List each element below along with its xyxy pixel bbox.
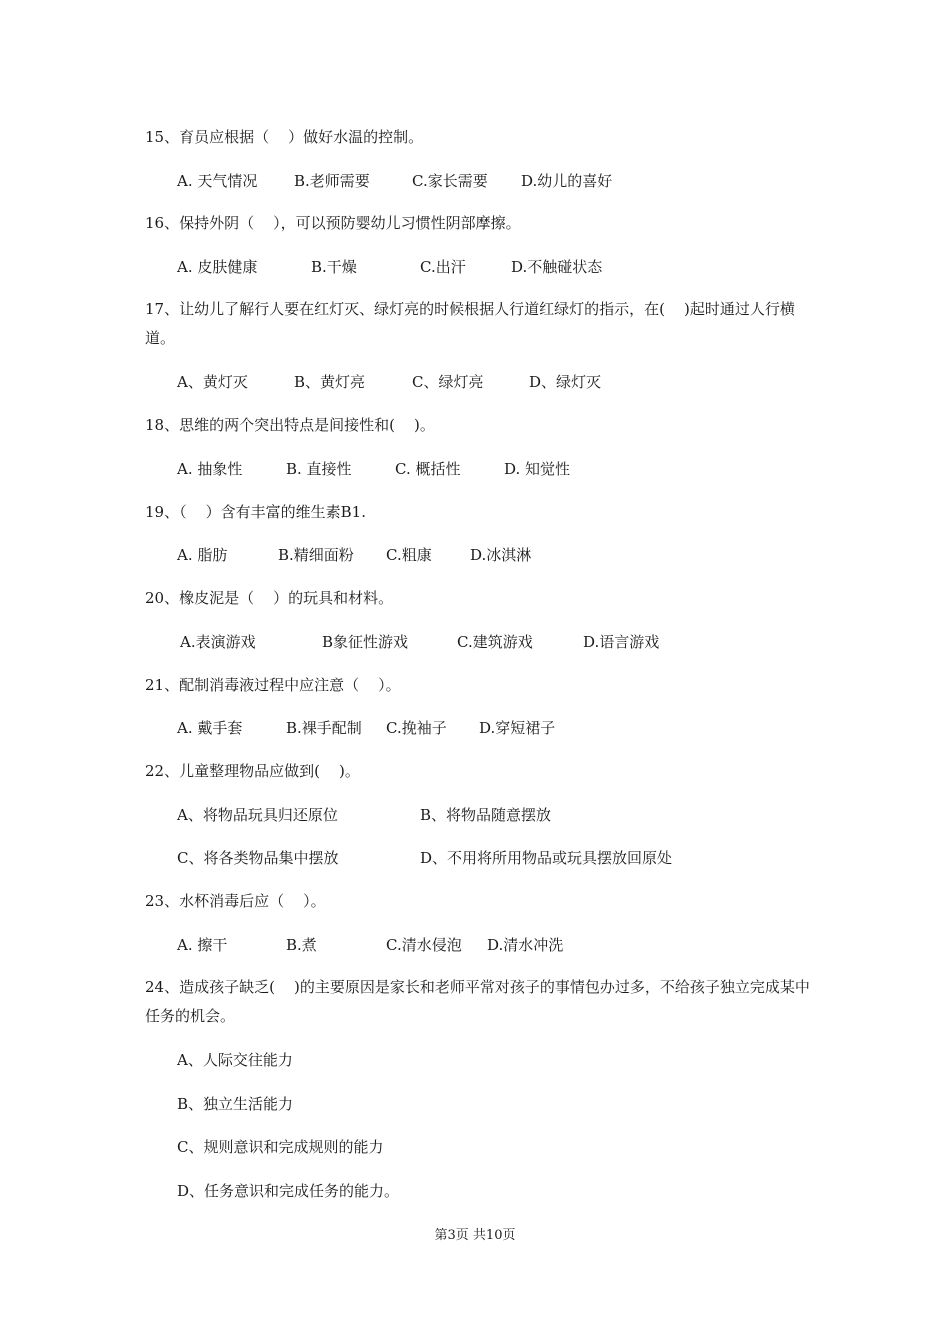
q24-option-a: A、人际交往能力 [177, 1051, 293, 1069]
q20-option-a: A.表演游戏 [180, 633, 256, 651]
q17-option-b: B、黄灯亮 [294, 373, 366, 391]
q20-option-b: B象征性游戏 [322, 633, 409, 651]
q17-option-a: A、黄灯灭 [177, 373, 248, 391]
q21-option-a: A. 戴手套 [177, 719, 243, 737]
q21-option-d: D.穿短裙子 [479, 719, 556, 737]
q23-option-d: D.清水冲洗 [487, 936, 564, 954]
question-15: 15、育员应根据（ ）做好水温的控制。 [145, 128, 424, 146]
q23-option-c: C.清水侵泡 [386, 936, 462, 954]
q19-option-d: D.冰淇淋 [470, 546, 532, 564]
question-20: 20、橡皮泥是（ ）的玩具和材料。 [145, 589, 394, 607]
q21-option-c: C.挽袖子 [386, 719, 447, 737]
question-19: 19、（ ）含有丰富的维生素B1. [145, 503, 366, 521]
q17-option-c: C、绿灯亮 [412, 373, 484, 391]
q19-option-c: C.粗康 [386, 546, 432, 564]
q15-option-d: D.幼儿的喜好 [521, 172, 613, 190]
question-18: 18、思维的两个突出特点是间接性和( )。 [145, 416, 435, 434]
q17-option-d: D、绿灯灭 [529, 373, 602, 391]
q18-option-b: B. 直接性 [286, 460, 352, 478]
question-24: 24、造成孩子缺乏( )的主要原因是家长和老师平常对孩子的事情包办过多，不给孩子独立完成某中任务的机会。 [145, 978, 810, 1025]
q20-option-d: D.语言游戏 [583, 633, 660, 651]
question-16: 16、保持外阴（ ），可以预防婴幼儿习惯性阴部摩擦。 [145, 214, 521, 232]
q19-option-b: B.精细面粉 [278, 546, 354, 564]
page-footer: 第3页 共10页 [434, 1228, 516, 1243]
q18-option-d: D. 知觉性 [504, 460, 571, 478]
q15-option-c: C.家长需要 [412, 172, 488, 190]
q22-option-b: B、将物品随意摆放 [420, 806, 552, 824]
question-21: 21、配制消毒液过程中应注意（ ）。 [145, 676, 401, 694]
q15-option-b: B.老师需要 [294, 172, 370, 190]
q22-option-c: C、将各类物品集中摆放 [177, 849, 339, 867]
q16-option-c: C.出汗 [420, 258, 466, 276]
q24-option-d: D、任务意识和完成任务的能力。 [177, 1182, 400, 1200]
question-23: 23、水杯消毒后应（ ）。 [145, 892, 326, 910]
q22-option-d: D、不用将所用物品或玩具摆放回原处 [420, 849, 673, 867]
q21-option-b: B.裸手配制 [286, 719, 362, 737]
q24-option-b: B、独立生活能力 [177, 1095, 294, 1113]
q18-option-a: A. 抽象性 [177, 460, 243, 478]
question-22: 22、儿童整理物品应做到( )。 [145, 762, 360, 780]
q24-option-c: C、规则意识和完成规则的能力 [177, 1138, 384, 1156]
q15-option-a: A. 天气情况 [177, 172, 258, 190]
q23-option-b: B.煮 [286, 936, 317, 954]
q16-option-a: A. 皮肤健康 [177, 258, 258, 276]
question-17: 17、让幼儿了解行人要在红灯灭、绿灯亮的时候根据人行道红绿灯的指示，在( )起时通过人行横道。 [145, 300, 795, 347]
q22-option-a: A、将物品玩具归还原位 [177, 806, 338, 824]
q20-option-c: C.建筑游戏 [457, 633, 533, 651]
q18-option-c: C. 概括性 [395, 460, 461, 478]
q16-option-d: D.不触碰状态 [511, 258, 603, 276]
q19-option-a: A. 脂肪 [177, 546, 228, 564]
q23-option-a: A. 擦干 [177, 936, 228, 954]
q16-option-b: B.干燥 [311, 258, 357, 276]
